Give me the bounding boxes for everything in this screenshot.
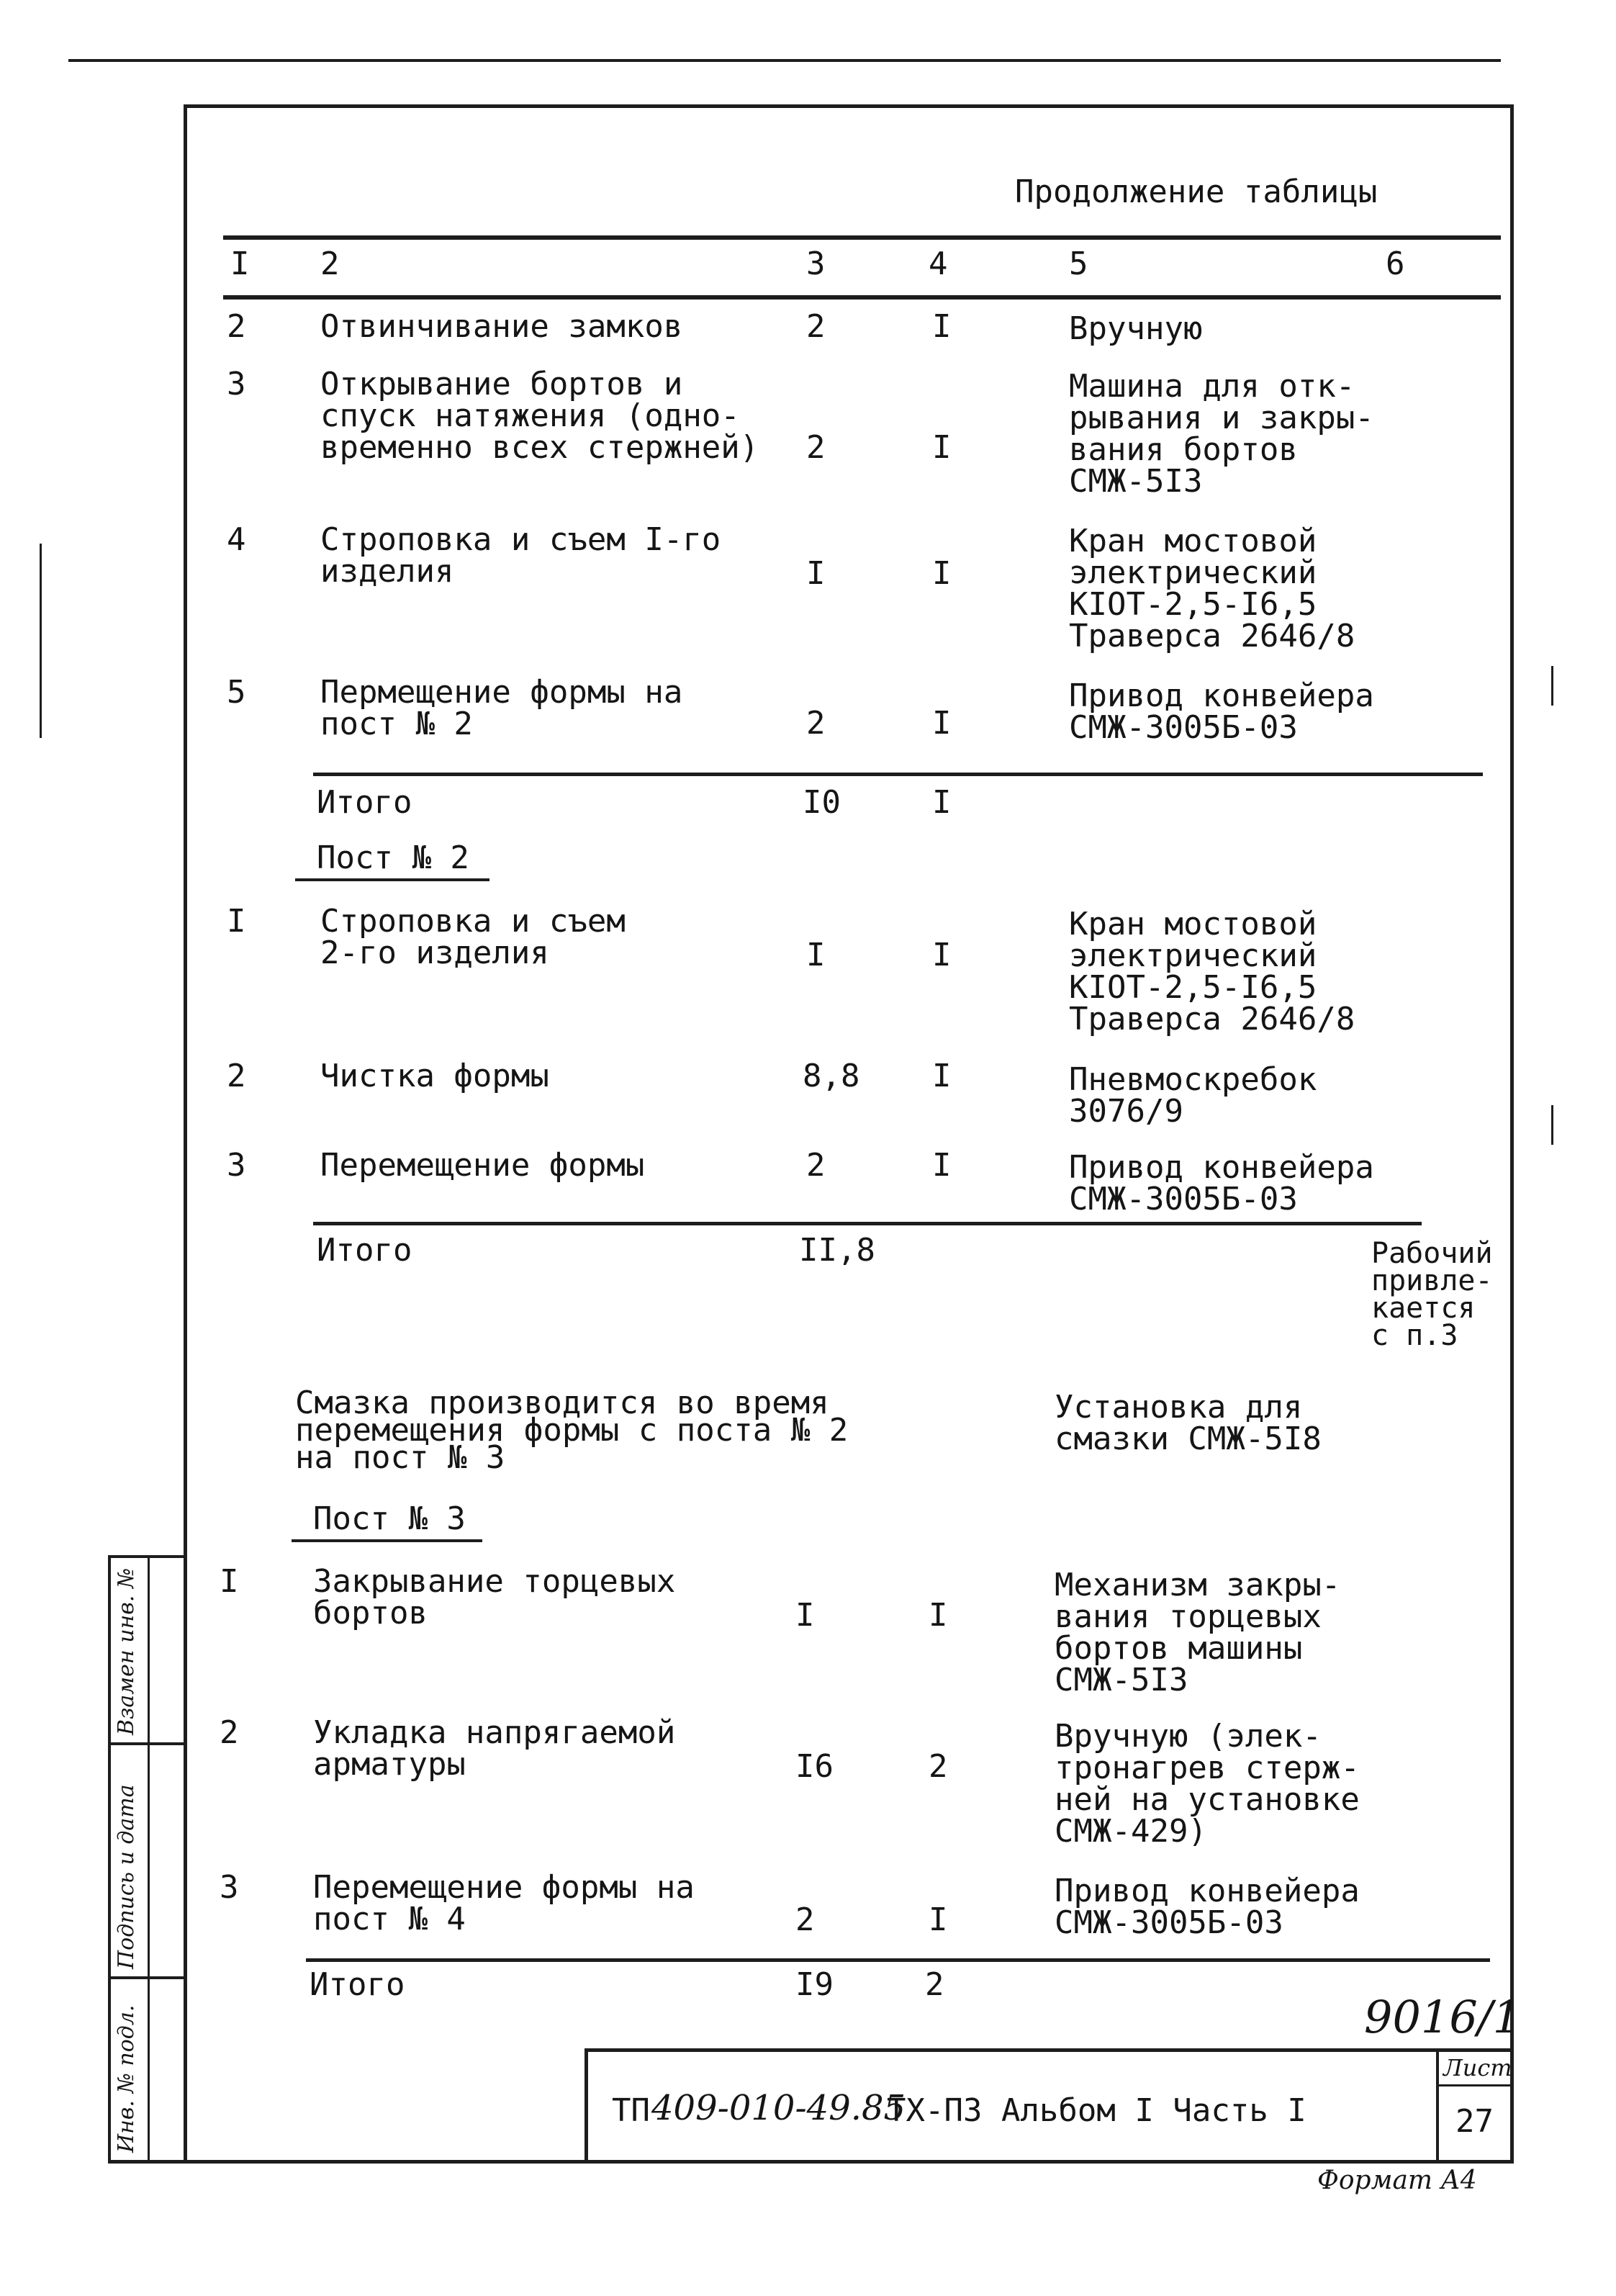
p2-row3-col3: 2	[806, 1147, 826, 1184]
p3-row1-num: I	[220, 1563, 239, 1600]
col-header-3: 3	[806, 246, 826, 282]
stamp-doc-prefix: ТП	[612, 2092, 650, 2129]
subtotal3-col4: 2	[925, 1966, 944, 2003]
post2-underline	[295, 878, 489, 881]
p2-row2-operation: Чистка формы	[320, 1058, 549, 1094]
row3-col3: I	[806, 555, 826, 592]
subtotal1-label: Итого	[317, 784, 412, 821]
stamp-top	[584, 2048, 1513, 2052]
post3-heading: Пост № 3	[313, 1500, 466, 1537]
handwritten-number: 9016/1	[1364, 1991, 1522, 2043]
side-label-vzamen: Взамен инв. №	[114, 1567, 139, 1735]
p3-row1-operation: Закрывание торцевых бортов	[313, 1563, 676, 1631]
stamp-sheet-rule	[1436, 2084, 1513, 2086]
frame-top	[184, 104, 1514, 108]
stamp-sheet-divider	[1436, 2048, 1439, 2164]
post2-heading: Пост № 2	[317, 839, 469, 876]
subtotal3-col3: I9	[795, 1966, 834, 2003]
p3-row1-equipment: Механизм закры- вания торцевых бортов машины СМЖ-5I3	[1055, 1567, 1341, 1698]
p3-row2-num: 2	[220, 1714, 239, 1751]
p2-row1-operation: Строповка и съем 2-го изделия	[320, 903, 626, 971]
p3-row1-col4: I	[929, 1597, 948, 1634]
stamp-left	[584, 2048, 588, 2164]
row2-col4: I	[932, 429, 952, 466]
p3-row3-num: 3	[220, 1869, 239, 1906]
side-strip-div3	[108, 1976, 186, 1979]
subtotal3-label: Итого	[310, 1966, 405, 2003]
frame-left	[184, 104, 187, 2164]
row2-equipment: Машина для отк- рывания и закры- вания бортов СМЖ-5I3	[1069, 368, 1374, 500]
stamp-doc-hand: 409-010-49.85	[651, 2088, 906, 2128]
stamp-doc-suffix: ТХ-ПЗ Альбом I Часть I	[887, 2092, 1306, 2129]
row1-equipment: Вручную	[1069, 310, 1203, 347]
p2-row2-num: 2	[227, 1058, 246, 1094]
row3-operation: Строповка и съем I-го изделия	[320, 521, 721, 590]
subtotal2-col3: II,8	[799, 1232, 875, 1269]
p3-row1-col3: I	[795, 1597, 815, 1634]
col-header-1: I	[230, 246, 250, 282]
p3-row2-operation: Укладка напрягаемой арматуры	[313, 1714, 676, 1783]
row3-equipment: Кран мостовой электрический КIОТ-2,5-I6,5 Траверса 2646/8	[1069, 523, 1355, 654]
col-header-6: 6	[1386, 246, 1405, 282]
row4-equipment: Привод конвейера СМЖ-3005Б-03	[1069, 677, 1374, 746]
continuation-label: Продолжение таблицы	[1015, 174, 1378, 210]
p3-row3-col4: I	[929, 1901, 948, 1938]
side-label-podpis: Подпись и дата	[114, 1784, 139, 1969]
row1-col3: 2	[806, 308, 826, 345]
p2-row1-equipment: Кран мостовой электрический КIОТ-2,5-I6,5 Траверса 2646/8	[1069, 906, 1355, 1037]
row1-col4: I	[932, 308, 952, 345]
col-header-5: 5	[1069, 246, 1088, 282]
col-header-4: 4	[929, 246, 948, 282]
subtotal2-label: Итого	[317, 1232, 412, 1269]
row3-num: 4	[227, 521, 246, 558]
left-margin-mark	[40, 544, 42, 738]
p2-row1-col4: I	[932, 937, 952, 973]
right-margin-mark-2	[1551, 1105, 1553, 1145]
side-strip-mid	[148, 1555, 150, 2164]
row2-operation: Открывание бортов и спуск натяжения (одно- временно всех стержней)	[320, 366, 759, 466]
row3-col4: I	[932, 555, 952, 592]
row2-col3: 2	[806, 429, 826, 466]
p2-row3-num: 3	[227, 1147, 246, 1184]
col-header-2: 2	[320, 246, 340, 282]
row4-col4: I	[932, 705, 952, 742]
lubrication-note: Смазка производится во время перемещения формы с поста № 2 на пост № 3	[295, 1385, 849, 1476]
stamp-sheet-label: Лист	[1443, 2054, 1512, 2081]
side-strip-div2	[108, 1742, 186, 1745]
p3-row2-col3: I6	[795, 1748, 834, 1785]
right-margin-mark	[1551, 666, 1553, 706]
header-top-rule	[223, 235, 1501, 240]
p3-row2-equipment: Вручную (элек- тронагрев стерж- ней на установке СМЖ-429)	[1055, 1718, 1360, 1850]
p2-row1-num: I	[227, 903, 246, 940]
p2-row2-equipment: Пневмоскребок 3076/9	[1069, 1061, 1317, 1130]
subtotal-rule-3	[306, 1958, 1490, 1962]
row1-operation: Отвинчивание замков	[320, 308, 683, 345]
frame-right	[1510, 104, 1514, 2164]
header-bottom-rule	[223, 295, 1501, 300]
format-label: Формат А4	[1317, 2166, 1477, 2195]
lubrication-equipment: Установка для смазки СМЖ-5I8	[1055, 1389, 1322, 1457]
stamp-sheet-number: 27	[1455, 2103, 1494, 2140]
p3-row3-col3: 2	[795, 1901, 815, 1938]
p3-row3-operation: Перемещение формы на пост № 4	[313, 1869, 695, 1937]
post3-underline	[292, 1539, 482, 1542]
p2-row3-equipment: Привод конвейера СМЖ-3005Б-03	[1069, 1149, 1374, 1217]
row4-operation: Пермещение формы на пост № 2	[320, 674, 683, 742]
p2-row2-col3: 8,8	[803, 1058, 860, 1094]
p2-row2-col4: I	[932, 1058, 952, 1094]
subtotal1-col3: I0	[803, 784, 841, 821]
side-label-inv-podl: Инв. № подл.	[114, 2004, 139, 2153]
subtotal-rule-2	[313, 1222, 1422, 1225]
side-strip-left	[108, 1555, 111, 2164]
subtotal2-note: Рабочий привле- кается с п.3	[1371, 1237, 1493, 1352]
p2-row1-col3: I	[806, 937, 826, 973]
subtotal1-col4: I	[932, 784, 952, 821]
p2-row3-col4: I	[932, 1147, 952, 1184]
p3-row2-col4: 2	[929, 1748, 948, 1785]
subtotal-rule-1	[313, 773, 1483, 776]
row1-num: 2	[227, 308, 246, 345]
top-edge-line	[68, 59, 1501, 62]
side-strip-div1	[108, 1555, 186, 1558]
frame-bottom	[108, 2160, 1514, 2164]
p3-row3-equipment: Привод конвейера СМЖ-3005Б-03	[1055, 1873, 1360, 1941]
p2-row3-operation: Перемещение формы	[320, 1147, 645, 1184]
row4-num: 5	[227, 674, 246, 711]
row4-col3: 2	[806, 705, 826, 742]
row2-num: 3	[227, 366, 246, 402]
